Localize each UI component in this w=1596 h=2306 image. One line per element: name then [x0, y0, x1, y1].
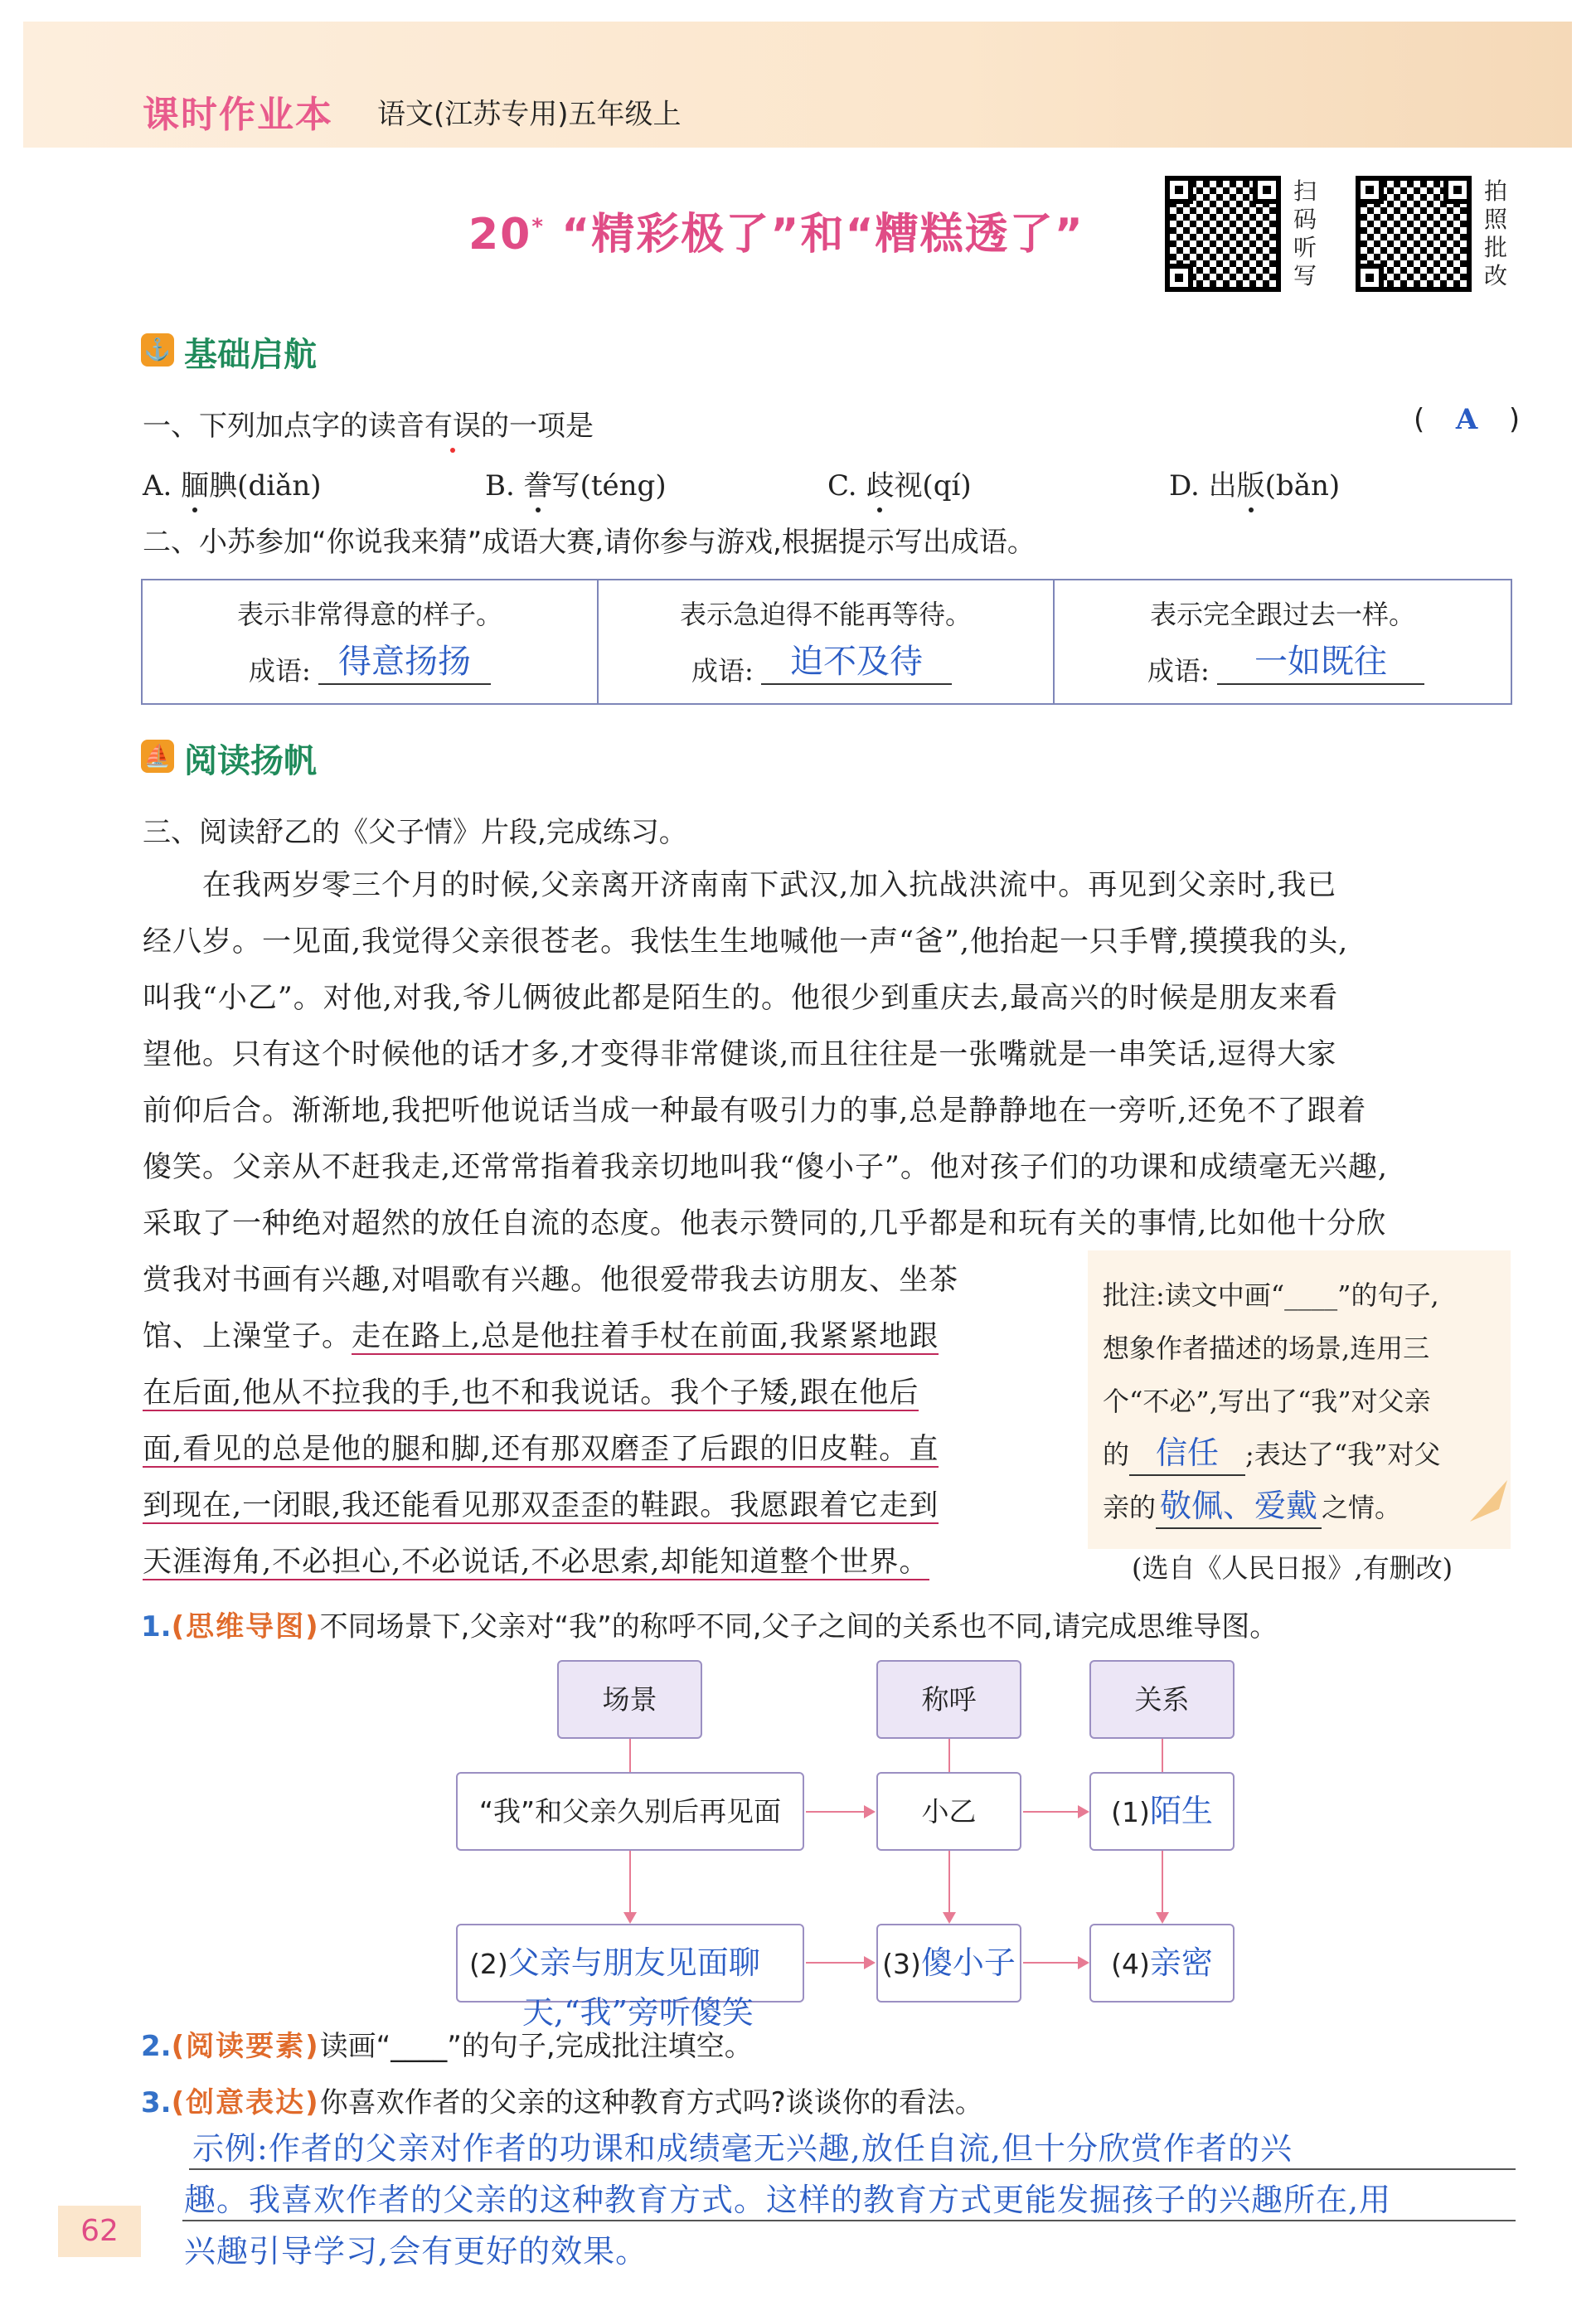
mindmap-header-relation: 关系: [1089, 1660, 1235, 1739]
answer-rule: [189, 2168, 1516, 2170]
idiom-answer[interactable]: 迫不及待: [790, 643, 923, 681]
note-line: 想象作者描述的场景,连用三: [1103, 1333, 1430, 1364]
section-title-reading: 阅读扬帆: [184, 742, 317, 780]
note-line: 批注:读文中画“____”的句子,: [1103, 1279, 1439, 1311]
mindmap-name-2: [876, 1924, 1021, 2003]
passage-underlined: 天涯海角,不必担心,不必说话,不必思索,却能知道整个世界。: [143, 1546, 929, 1579]
idiom-answer-line: [761, 683, 952, 685]
bracket-open: (: [1414, 403, 1425, 436]
option-text: (bǎn): [1264, 469, 1341, 502]
sub-number: 2.: [141, 2030, 172, 2063]
qr-code-dictation[interactable]: [1165, 176, 1281, 292]
idiom-cell: [1055, 580, 1511, 703]
mindmap-arrow-line: [1023, 1962, 1078, 1964]
arrow-right-icon: [1078, 1805, 1089, 1818]
q1-answer-bracket: [1414, 403, 1520, 436]
mindmap-arrow-line: [806, 1962, 864, 1964]
lesson-title: [468, 199, 1084, 261]
note-answer-respect[interactable]: 敬佩、爱戴: [1156, 1484, 1322, 1529]
option-dotted-char: 腼: [181, 469, 210, 502]
mindmap-header-name: 称呼: [876, 1660, 1021, 1739]
mindmap-answer[interactable]: 亲密: [1149, 1944, 1213, 1981]
mindmap-answer[interactable]: 陌生: [1149, 1793, 1213, 1829]
mindmap-connector: [629, 1739, 631, 1772]
option-dotted-char: 歧: [866, 469, 895, 502]
passage-underlined: 在后面,他从不拉我的手,也不和我说话。我个子矮,跟在他后: [143, 1376, 919, 1410]
q1-stem: [143, 403, 594, 444]
idiom-answer[interactable]: 一如既往: [1254, 643, 1387, 681]
q1-stem-b: 的一项是: [481, 410, 594, 443]
option-dotted-char: 誊: [523, 469, 552, 502]
note-text: 之情。: [1322, 1492, 1402, 1523]
annotation-text: [1103, 1269, 1441, 1534]
passage-text: 赏我对书画有兴趣,对唱歌有兴趣。他很爱带我去访朋友、坐茶: [143, 1264, 959, 1297]
mindmap-relation-2: [1089, 1924, 1235, 2003]
mindmap-name-1: 小乙: [876, 1772, 1021, 1851]
q1-option-c: [827, 463, 972, 503]
arrow-down-icon: [623, 1912, 637, 1924]
qr-finder: [1253, 176, 1281, 204]
page-number: 62: [58, 2206, 141, 2257]
sub-tag: (创意表达): [171, 2086, 320, 2119]
sub-stem: 读画“____”的句子,完成批注填空。: [319, 2030, 753, 2063]
arrow-down-icon: [943, 1912, 956, 1924]
option-letter: A.: [143, 469, 172, 502]
q1-option-b: [485, 463, 667, 503]
sub3-stem: [141, 2080, 983, 2120]
sub-number: 3.: [141, 2086, 172, 2119]
mindmap-connector: [948, 1739, 950, 1772]
blank-label: (3): [882, 1948, 921, 1980]
sub2-stem: [141, 2023, 753, 2064]
blank-label: (4): [1111, 1948, 1150, 1980]
qr-finder: [1165, 176, 1193, 204]
blank-label: (1): [1111, 1796, 1150, 1828]
q1-option-d: [1169, 463, 1340, 503]
option-text: 视(qí): [894, 469, 972, 502]
mindmap-relation-1: [1089, 1772, 1235, 1851]
mindmap-answer[interactable]: 父亲与朋友见面聊: [507, 1944, 760, 1981]
q1-stem-dotted: 有误: [424, 410, 481, 443]
q1-option-a: [143, 463, 322, 503]
passage-line: 傻笑。父亲从不赶我走,还常常指着我亲切地叫我“傻小子”。他对孩子们的功课和成绩毫无兴趣,: [143, 1151, 1389, 1184]
idiom-table: [141, 579, 1512, 705]
note-line: 个“不必”,写出了“我”对父亲: [1103, 1386, 1431, 1417]
sub3-answer-line[interactable]: 兴趣引导学习,会有更好的效果。: [184, 2233, 648, 2270]
idiom-label: 成语:: [691, 655, 754, 687]
mindmap-arrow-line: [1023, 1811, 1078, 1813]
option-text: 腆(diǎn): [209, 469, 322, 502]
idiom-answer-line: [1217, 683, 1424, 685]
mindmap-answer[interactable]: 傻小子: [920, 1944, 1016, 1981]
arrow-right-icon: [864, 1805, 876, 1818]
passage-underlined: 到现在,一闭眼,我还能看见那双歪歪的鞋跟。我愿跟着它走到: [143, 1489, 939, 1522]
blank-label: (2): [469, 1948, 508, 1980]
note-text: 亲的: [1103, 1492, 1157, 1523]
passage-line: 望他。只有这个时候他的话才多,才变得非常健谈,而且往往是一张嘴就是一串笑话,逗得大家: [143, 1038, 1337, 1071]
idiom-cell: [599, 580, 1055, 703]
idiom-hint: 表示非常得意的样子。: [236, 599, 502, 630]
arrow-right-icon: [1078, 1956, 1089, 1969]
idiom-cell: [143, 580, 599, 703]
sub-stem: 不同场景下,父亲对“我”的称呼不同,父子之间的关系也不同,请完成思维导图。: [319, 1610, 1278, 1643]
sub-number: 1.: [141, 1610, 172, 1643]
qr-finder: [1356, 176, 1384, 204]
qr-label-dictation: 扫码听写: [1293, 177, 1317, 289]
mindmap-arrow-line: [806, 1811, 864, 1813]
pen-tip-icon: [1466, 1476, 1516, 1526]
arrow-right-icon: [864, 1956, 876, 1969]
mindmap-arrow-line: [629, 1851, 631, 1912]
sub3-answer-line[interactable]: 趣。我喜欢作者的父亲的这种教育方式。这样的教育方式更能发掘孩子的兴趣所在,用: [184, 2182, 1392, 2218]
book-title: 课时作业本: [143, 94, 333, 136]
mindmap-arrow-line: [948, 1851, 950, 1912]
passage-line: 在我两岁零三个月的时候,父亲离开济南南下武汉,加入抗战洪流中。再见到父亲时,我已: [143, 869, 1337, 902]
sub-stem: 你喜欢作者的父亲的这种教育方式吗?谈谈你的看法。: [319, 2086, 983, 2119]
q1-answer: A: [1455, 403, 1478, 436]
option-letter: C.: [827, 469, 857, 502]
idiom-hint: 表示完全跟过去一样。: [1149, 599, 1415, 630]
lesson-title-text: “精彩极了”和“糟糕透了”: [561, 210, 1084, 260]
idiom-hint: 表示急迫得不能再等待。: [679, 599, 972, 630]
option-text: 写(téng): [551, 469, 667, 502]
note-text: ;表达了“我”对父: [1245, 1439, 1441, 1470]
note-text: 的: [1103, 1439, 1130, 1470]
q3-stem: 三、阅读舒乙的《父子情》片段,完成练习。: [143, 816, 687, 849]
qr-finder: [1443, 176, 1472, 204]
passage-line: 采取了一种绝对超然的放任自流的态度。他表示赞同的,几乎都是和玩有关的事情,比如他十分欣: [143, 1207, 1387, 1240]
mindmap-answer-line2[interactable]: 天,“我”旁听傻笑: [522, 1994, 754, 2031]
mindmap-scene-1: “我”和父亲久别后再见面: [456, 1772, 804, 1851]
passage-line: 叫我“小乙”。对他,对我,爷儿俩彼此都是陌生的。他很少到重庆去,最高兴的时候是朋友来看: [143, 982, 1339, 1015]
sail-icon: ⛵: [141, 740, 174, 773]
source-note: (选自《人民日报》,有删改): [1132, 1552, 1453, 1584]
lesson-mark: *: [531, 214, 545, 240]
option-dotted-char: 版: [1236, 469, 1265, 502]
subject-label: 语文(江苏专用)五年级上: [377, 98, 682, 131]
idiom-answer-line: [318, 683, 491, 685]
qr-finder: [1356, 264, 1384, 292]
sub-tag: (思维导图): [171, 1610, 320, 1643]
arrow-down-icon: [1156, 1912, 1169, 1924]
answer-rule: [182, 2220, 1516, 2221]
sub3-answer-line[interactable]: 示例:作者的父亲对作者的功课和成绩毫无兴趣,放任自流,但十分欣赏作者的兴: [192, 2130, 1293, 2167]
idiom-label: 成语:: [1147, 655, 1210, 687]
idiom-answer[interactable]: 得意扬扬: [338, 643, 471, 681]
sub-tag: (阅读要素): [171, 2030, 320, 2063]
lesson-number: 20: [468, 210, 532, 260]
note-answer-trust[interactable]: 信任: [1129, 1431, 1245, 1476]
qr-code-grading[interactable]: [1356, 176, 1472, 292]
mindmap-header-scene: 场景: [557, 1660, 702, 1739]
passage-line: 经八岁。一见面,我觉得父亲很苍老。我怯生生地喊他一声“爸”,他抬起一只手臂,摸摸我的头,: [143, 925, 1349, 959]
passage-line: 前仰后合。渐渐地,我把听他说话当成一种最有吸引力的事,总是静静地在一旁听,还免不了跟着: [143, 1095, 1367, 1128]
option-text: 出: [1208, 469, 1237, 502]
qr-finder: [1165, 264, 1193, 292]
note-line: [1103, 1481, 1441, 1534]
passage-underlined: 走在路上,总是他拄着手杖在前面,我紧紧地跟: [352, 1320, 939, 1353]
option-letter: B.: [485, 469, 515, 502]
note-line: [1103, 1428, 1441, 1481]
mindmap-arrow-line: [1162, 1851, 1163, 1912]
anchor-icon: ⚓: [141, 333, 174, 367]
passage-text: 馆、上澡堂子。: [143, 1320, 352, 1353]
idiom-label: 成语:: [249, 655, 311, 687]
passage-underlined: 面,看见的总是他的腿和脚,还有那双磨歪了后跟的旧皮鞋。直: [143, 1433, 939, 1466]
section-title-basics: 基础启航: [184, 336, 317, 374]
option-letter: D.: [1169, 469, 1200, 502]
q2-stem: 二、小苏参加“你说我来猜”成语大赛,请你参与游戏,根据提示写出成语。: [143, 526, 1036, 559]
qr-label-grading: 拍照批改: [1484, 177, 1508, 289]
mindmap-connector: [1162, 1739, 1163, 1772]
q1-stem-a: 一、下列加点字的读音: [143, 410, 424, 443]
bracket-close: ): [1508, 403, 1521, 436]
sub1-stem: [141, 1604, 1278, 1644]
